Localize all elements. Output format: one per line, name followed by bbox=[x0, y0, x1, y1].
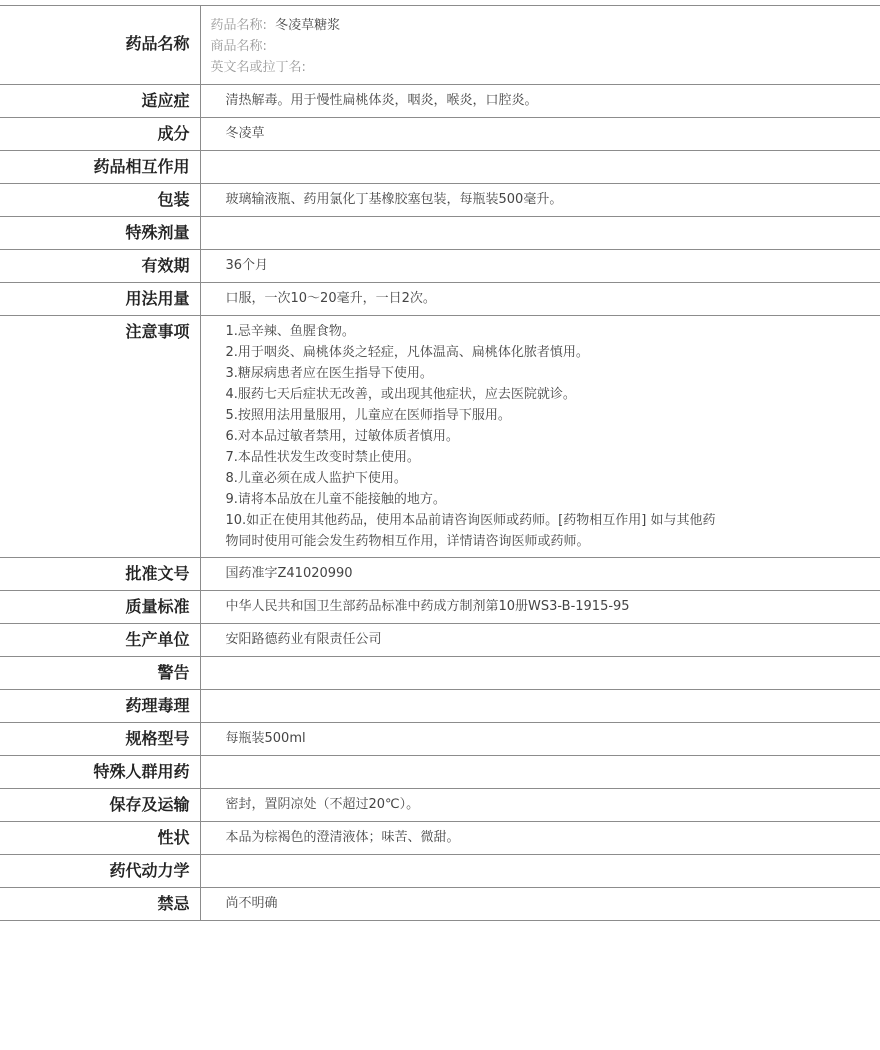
row-interaction bbox=[0, 151, 880, 184]
label-indication: 适应症 bbox=[0, 85, 200, 118]
precaution-line: 7.本品性状发生改变时禁止使用。 bbox=[225, 450, 420, 465]
label-package: 包装 bbox=[0, 184, 200, 217]
row-special-groups bbox=[0, 756, 880, 789]
value-interaction bbox=[200, 151, 880, 184]
row-precautions bbox=[0, 316, 880, 558]
value-storage: 密封，置阴凉处（不超过20℃）。 bbox=[200, 789, 880, 822]
precaution-line: 2.用于咽炎、扁桃体炎之轻症，凡体温高、扁桃体化脓者慎用。 bbox=[225, 345, 589, 360]
row-storage bbox=[0, 789, 880, 822]
value-composition: 冬凌草 bbox=[200, 118, 880, 151]
row-pharmacology bbox=[0, 690, 880, 723]
label-manufacturer: 生产单位 bbox=[0, 624, 200, 657]
row-standard bbox=[0, 591, 880, 624]
precaution-line: 6.对本品过敏者禁用，过敏体质者慎用。 bbox=[225, 429, 459, 444]
value-special-groups bbox=[200, 756, 880, 789]
latin-name-line bbox=[211, 57, 880, 78]
row-warning bbox=[0, 657, 880, 690]
precaution-line: 8.儿童必须在成人监护下使用。 bbox=[225, 471, 407, 486]
row-approval bbox=[0, 558, 880, 591]
row-pharmacokinetics bbox=[0, 855, 880, 888]
value-special-dose bbox=[200, 217, 880, 250]
value-drug-name bbox=[200, 6, 880, 85]
precaution-line: 物同时使用可能会发生药物相互作用，详情请咨询医师或药师。 bbox=[225, 534, 590, 549]
label-special-dose: 特殊剂量 bbox=[0, 217, 200, 250]
label-approval: 批准文号 bbox=[0, 558, 200, 591]
label-warning: 警告 bbox=[0, 657, 200, 690]
value-spec: 每瓶装500ml bbox=[200, 723, 880, 756]
precaution-line: 10.如正在使用其他药品，使用本品前请咨询医师或药师。[药物相互作用] 如与其他药 bbox=[225, 513, 716, 528]
row-manufacturer bbox=[0, 624, 880, 657]
label-pharmacology: 药理毒理 bbox=[0, 690, 200, 723]
value-validity: 36个月 bbox=[200, 250, 880, 283]
label-interaction: 药品相互作用 bbox=[0, 151, 200, 184]
label-standard: 质量标准 bbox=[0, 591, 200, 624]
row-usage bbox=[0, 283, 880, 316]
row-contraindication bbox=[0, 888, 880, 921]
row-validity bbox=[0, 250, 880, 283]
value-standard: 中华人民共和国卫生部药品标准中药成方制剂第10册WS3-B-1915-95 bbox=[200, 591, 880, 624]
generic-name-label: 药品名称: bbox=[210, 18, 267, 33]
value-usage: 口服，一次10～20毫升，一日2次。 bbox=[200, 283, 880, 316]
drug-info-sheet bbox=[0, 5, 880, 921]
label-storage: 保存及运输 bbox=[0, 789, 200, 822]
precaution-line: 1.忌辛辣、鱼腥食物。 bbox=[225, 324, 355, 339]
precaution-line: 3.糖尿病患者应在医生指导下使用。 bbox=[225, 366, 433, 381]
value-warning bbox=[200, 657, 880, 690]
row-indication bbox=[0, 85, 880, 118]
generic-name-line bbox=[211, 15, 880, 36]
value-precautions bbox=[200, 316, 880, 558]
value-pharmacokinetics bbox=[200, 855, 880, 888]
row-appearance bbox=[0, 822, 880, 855]
row-composition bbox=[0, 118, 880, 151]
label-validity: 有效期 bbox=[0, 250, 200, 283]
drug-info-table bbox=[0, 5, 880, 921]
precaution-line: 5.按照用法用量服用，儿童应在医师指导下服用。 bbox=[225, 408, 511, 423]
value-indication: 清热解毒。用于慢性扁桃体炎，咽炎，喉炎，口腔炎。 bbox=[200, 85, 880, 118]
latin-name-label: 英文名或拉丁名: bbox=[210, 60, 306, 75]
row-special-dose bbox=[0, 217, 880, 250]
label-usage: 用法用量 bbox=[0, 283, 200, 316]
label-composition: 成分 bbox=[0, 118, 200, 151]
row-spec bbox=[0, 723, 880, 756]
value-approval: 国药准字Z41020990 bbox=[200, 558, 880, 591]
label-appearance: 性状 bbox=[0, 822, 200, 855]
label-precautions: 注意事项 bbox=[0, 316, 200, 558]
label-pharmacokinetics: 药代动力学 bbox=[0, 855, 200, 888]
value-appearance: 本品为棕褐色的澄清液体；味苦、微甜。 bbox=[200, 822, 880, 855]
trade-name-line bbox=[211, 36, 880, 57]
label-drug-name: 药品名称 bbox=[0, 6, 200, 85]
label-contraindication: 禁忌 bbox=[0, 888, 200, 921]
row-drug-name bbox=[0, 6, 880, 85]
row-package bbox=[0, 184, 880, 217]
value-manufacturer: 安阳路德药业有限责任公司 bbox=[200, 624, 880, 657]
value-contraindication: 尚不明确 bbox=[200, 888, 880, 921]
label-spec: 规格型号 bbox=[0, 723, 200, 756]
precaution-line: 4.服药七天后症状无改善，或出现其他症状，应去医院就诊。 bbox=[225, 387, 576, 402]
trade-name-label: 商品名称: bbox=[210, 39, 267, 54]
generic-name-value: 冬凌草糖浆 bbox=[275, 18, 341, 33]
precaution-line: 9.请将本品放在儿童不能接触的地方。 bbox=[225, 492, 446, 507]
value-pharmacology bbox=[200, 690, 880, 723]
label-special-groups: 特殊人群用药 bbox=[0, 756, 200, 789]
value-package: 玻璃输液瓶、药用氯化丁基橡胶塞包装，每瓶装500毫升。 bbox=[200, 184, 880, 217]
